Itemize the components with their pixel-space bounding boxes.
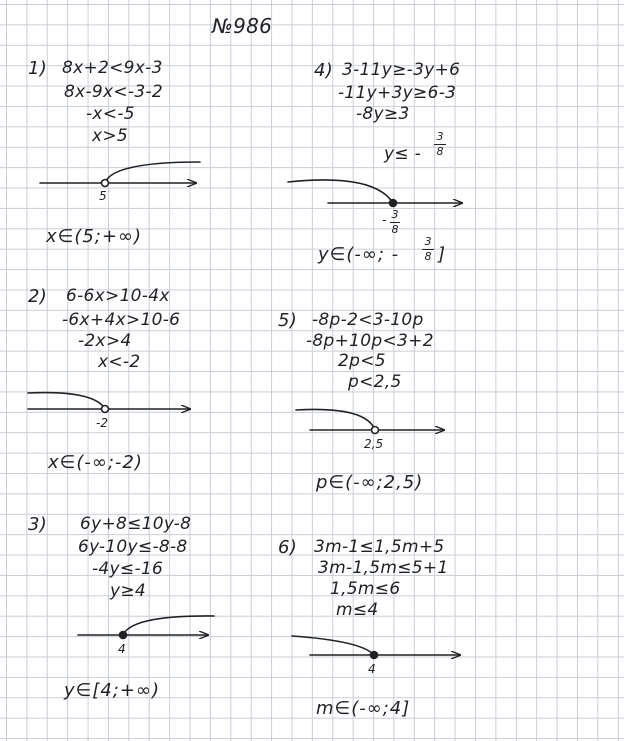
number-line-4: [288, 180, 462, 207]
problem-number: 4): [314, 60, 334, 81]
fraction-numerator: 3: [424, 235, 432, 248]
problem-number: 5): [278, 310, 298, 331]
step-line: 6y+8≤10y-8: [80, 514, 192, 534]
step-line: 3m-1≤1,5m+5: [314, 537, 445, 557]
solution-arc: [292, 636, 374, 655]
step-line: x>5: [92, 126, 129, 146]
step-line: 6-6x>10-4x: [66, 286, 170, 306]
step-line: x<-2: [98, 352, 141, 372]
step-line: -x<-5: [86, 104, 135, 124]
step-line: -6x+4x>10-6: [62, 310, 181, 330]
fraction-denominator: 8: [424, 250, 432, 263]
problem-number: 6): [278, 537, 298, 558]
fraction-numerator: 3: [391, 208, 399, 221]
open-point: [102, 180, 109, 187]
fraction-denominator: 8: [391, 223, 399, 236]
closed-point: [390, 200, 397, 207]
closed-point: [120, 632, 127, 639]
solution-arc: [105, 162, 200, 183]
open-point: [102, 406, 109, 413]
step-line: m≤4: [336, 600, 379, 620]
step-line: 3-11y≥-3y+6: [342, 60, 461, 80]
solution-arc: [288, 180, 393, 203]
step-line: -8p-2<3-10p: [312, 310, 424, 330]
number-line-1: [40, 162, 200, 187]
point-label: 4: [118, 642, 126, 656]
point-label: 4: [368, 662, 376, 676]
problem-number: 2): [28, 286, 48, 307]
step-line: 1,5m≤6: [330, 579, 401, 599]
page-title: №986: [212, 14, 273, 38]
final-inequality: y≤ -: [384, 144, 422, 164]
problem-number: 1): [28, 58, 48, 79]
fraction-numerator: 3: [436, 130, 444, 143]
step-line: p<2,5: [348, 372, 402, 392]
step-line: 2p<5: [338, 351, 386, 371]
solution-arc: [28, 393, 105, 409]
step-line: -4y≤-16: [92, 559, 164, 579]
point-label: 2,5: [364, 437, 384, 451]
answer: m∈(-∞;4]: [316, 698, 411, 719]
open-point: [372, 427, 379, 434]
problem-number: 3): [28, 514, 48, 535]
step-line: 8x+2<9x-3: [62, 58, 163, 78]
answer-prefix: y∈(-∞; -: [318, 244, 400, 265]
number-line-5: [296, 409, 444, 433]
point-label-sign: -: [382, 213, 387, 227]
step-line: 8x-9x<-3-2: [64, 82, 164, 102]
answer: p∈(-∞;2,5): [316, 472, 424, 493]
step-line: -8p+10p<3+2: [306, 331, 434, 351]
step-line: -8y≥3: [356, 104, 410, 124]
point-label: 5: [99, 189, 107, 203]
number-line-3: [78, 616, 214, 639]
step-line: y≥4: [110, 581, 147, 601]
step-line: 3m-1,5m≤5+1: [318, 558, 449, 578]
step-line: -11y+3y≥6-3: [338, 83, 457, 103]
number-line-6: [292, 636, 460, 659]
number-line-2: [28, 393, 190, 413]
step-line: 6y-10y≤-8-8: [78, 537, 188, 557]
answer: x∈(-∞;-2): [48, 452, 143, 473]
solution-arc: [123, 616, 214, 635]
step-line: -2x>4: [78, 331, 132, 351]
answer-suffix: ]: [438, 244, 447, 265]
fraction-denominator: 8: [436, 145, 444, 158]
point-label: -2: [96, 416, 108, 430]
closed-point: [371, 652, 378, 659]
answer: x∈(5;+∞): [46, 226, 142, 247]
solution-arc: [296, 409, 375, 430]
answer: y∈[4;+∞): [64, 680, 160, 701]
